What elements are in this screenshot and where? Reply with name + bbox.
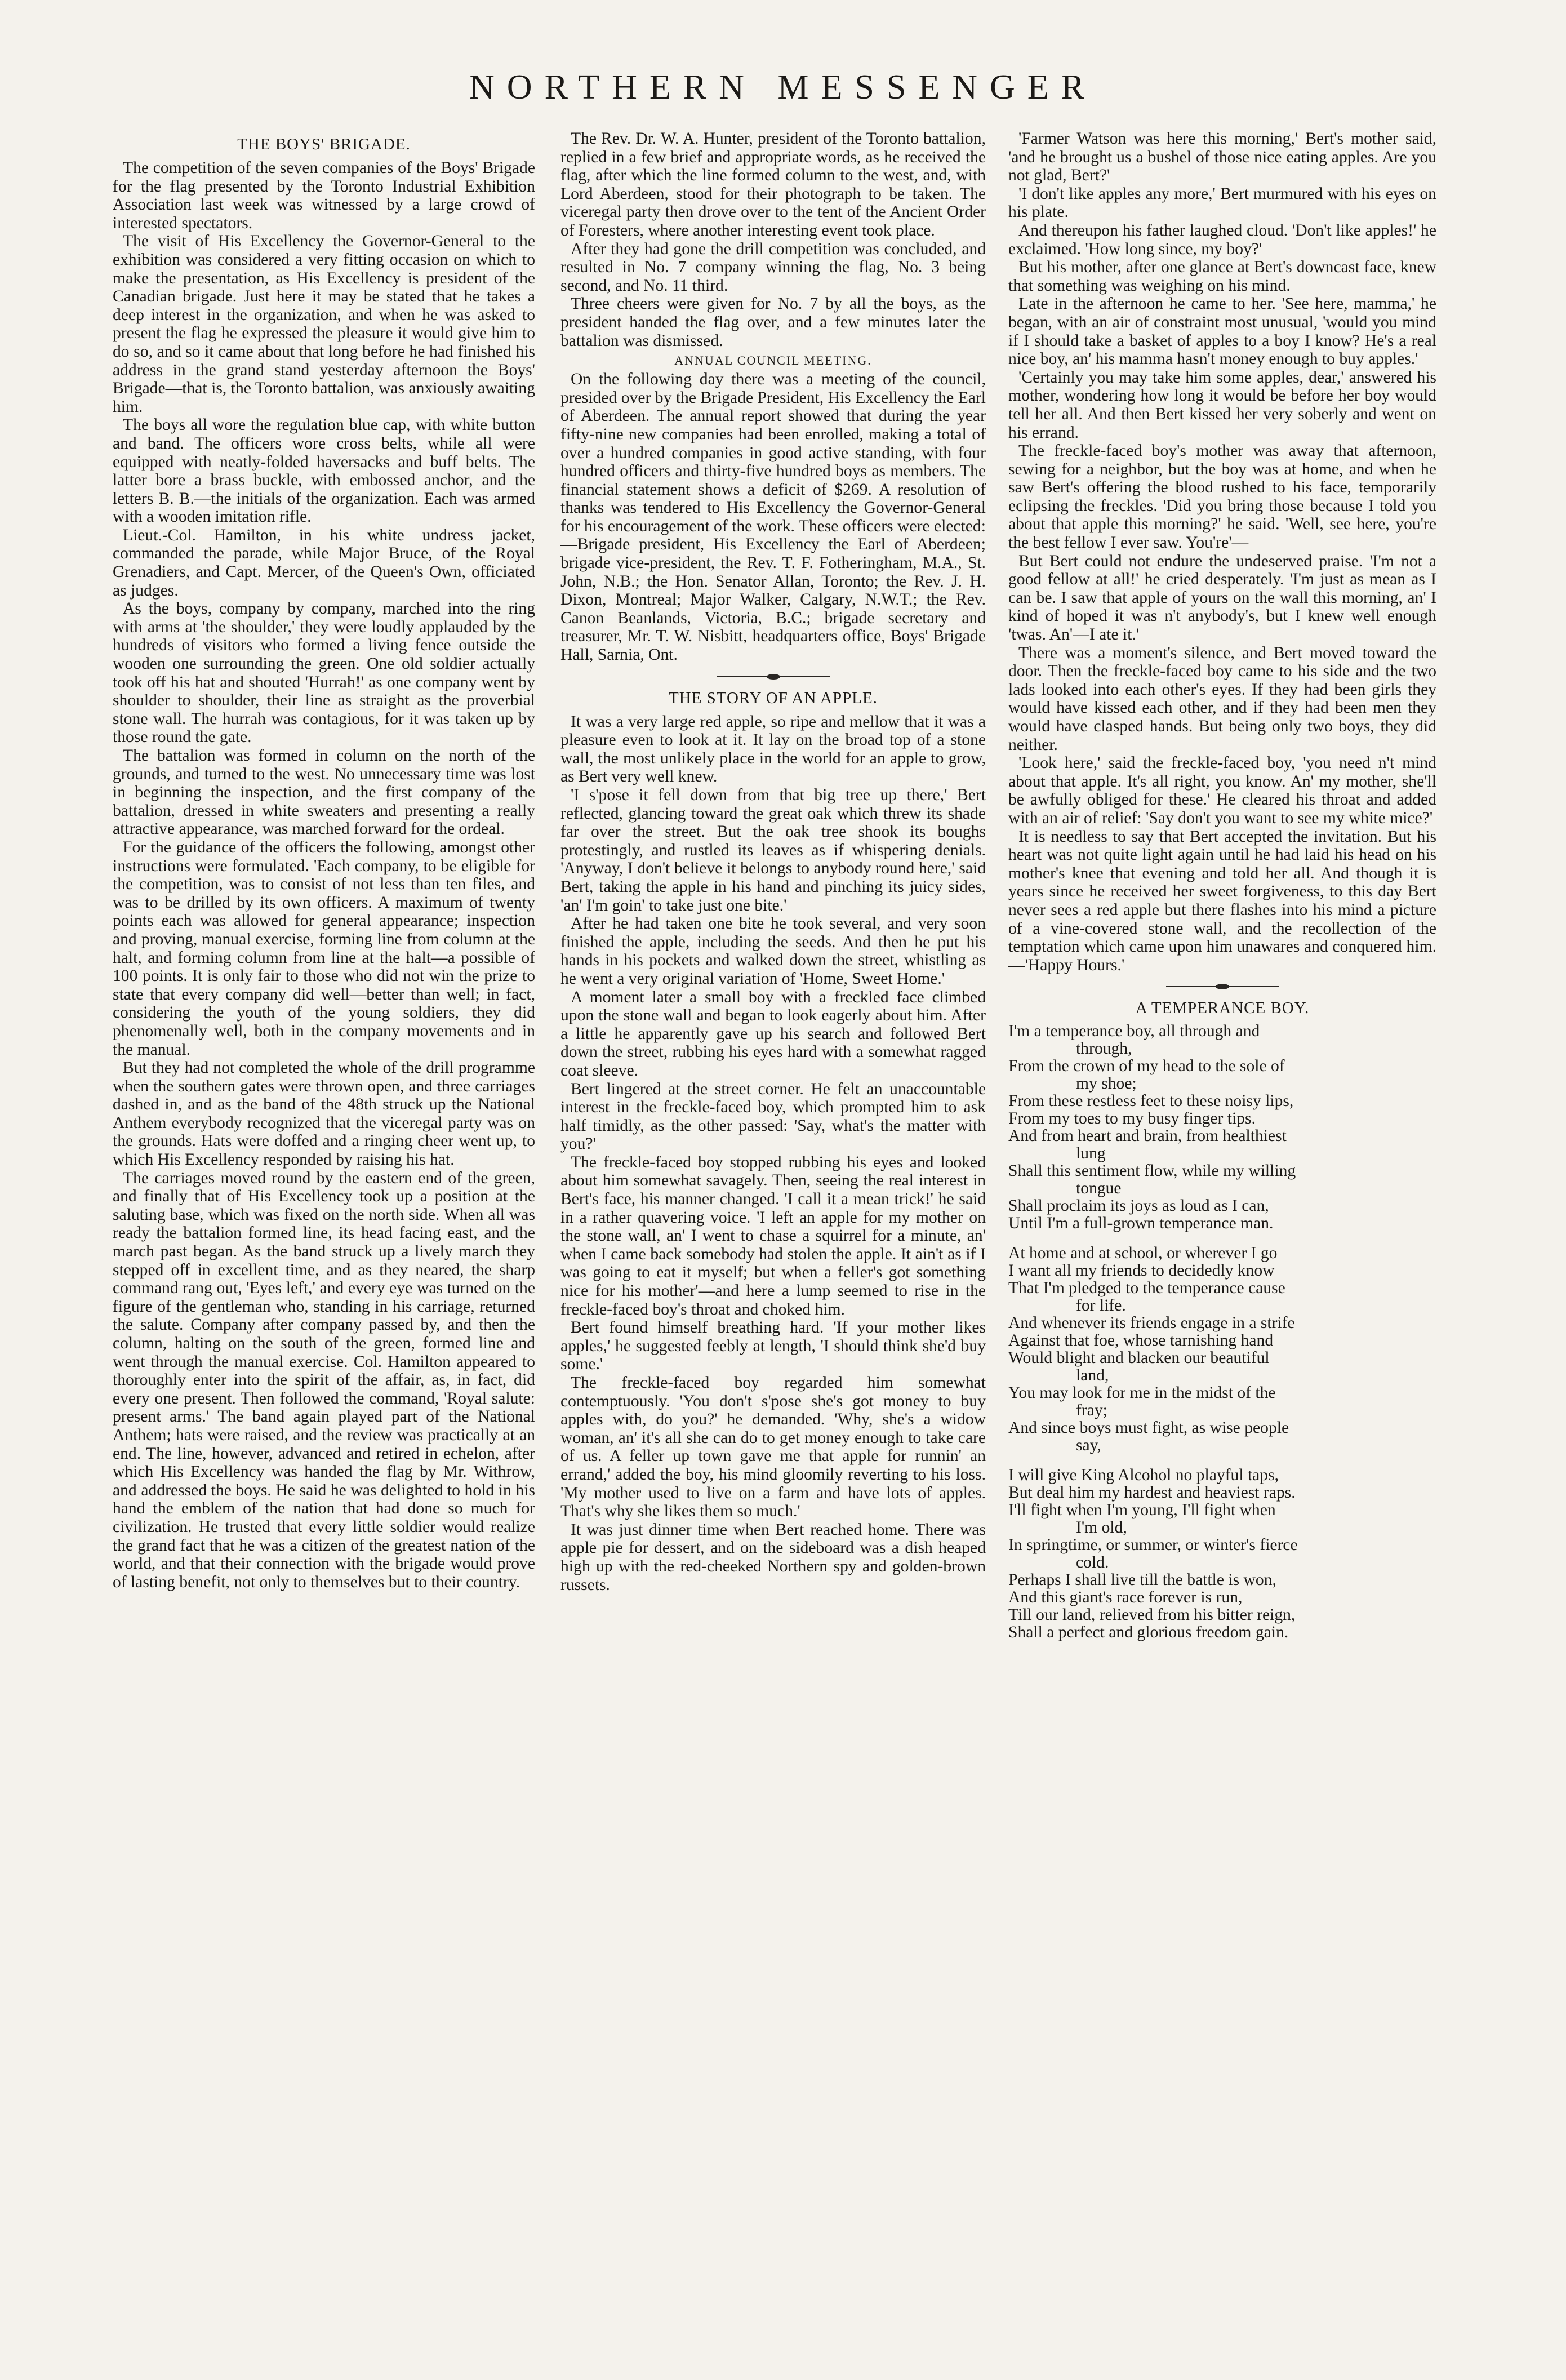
poem-line: Would blight and blacken our beautiful	[1008, 1349, 1270, 1367]
poem-line: lung	[1076, 1144, 1106, 1163]
poem-line: I'm a temperance boy, all through and	[1008, 1022, 1260, 1041]
article-paragraph: But they had not completed the whole of the drill programme when the southern gates were thrown open, and three carriages dashed in, and as the band of the 48th struck up the National Anthem everybody recognized that the viceregal party was on the grounds. Hats were doffed and a ringing cheer went up, to which His Excellency responded by raising his hat.	[113, 1059, 535, 1169]
article-paragraph: Lieut.-Col. Hamilton, in his white undress jacket, commanded the parade, while Major Bruce, of the Royal Grenadiers, and Capt. Mercer, of the Queen's Own, officiated as judges.	[113, 526, 535, 600]
article-paragraph: The visit of His Excellency the Governor-General to the exhibition was considered a very fitting occasion on which to make the presentation, as His Excellency is president of the Canadian brigade. Just here it may be stated that he takes a deep interest in the organization, and when he was asked to present the flag he expressed the pleasure it would give him to do so, and so it came about that long before he had finished his address in the grand stand yesterday afternoon the Boys' Brigade—that is, the Toronto battalion, was anxiously awaiting him.	[113, 232, 535, 416]
article-paragraph: The competition of the seven companies of the Boys' Brigade for the flag presented by the Toronto Industrial Exhibition Association last week was witnessed by a large crowd of interested spectators.	[113, 159, 535, 232]
section-divider	[1166, 983, 1279, 990]
story-of-apple-article-continued	[1008, 130, 1436, 974]
poem-line: From these restless feet to these noisy lips,	[1008, 1092, 1294, 1111]
temperance-boy-heading: A TEMPERANCE BOY.	[1135, 999, 1310, 1018]
poem-line: Till our land, relieved from his bitter reign,	[1008, 1606, 1296, 1624]
article-paragraph: The battalion was formed in column on the north of the grounds, and turned to the west. No unnecessary time was lost in beginning the inspection, and the first company of the battalion, dressed in white sweaters and presenting a really attractive appearance, was marched forward for the ordeal.	[113, 747, 535, 838]
boys-brigade-article-continued	[560, 130, 986, 350]
poem-line: my shoe;	[1076, 1074, 1137, 1093]
poem-line: I will give King Alcohol no playful taps,	[1008, 1466, 1279, 1485]
poem-line: Shall this sentiment flow, while my willing	[1008, 1162, 1296, 1180]
article-paragraph: The freckle-faced boy's mother was away that afternoon, sewing for a neighbor, but the boy was at home, and when he saw Bert's offering the blood rushed to his face, temporarily eclipsing the freckles. 'Did you bring those because I told you about that apple this morning?' he said. 'Well, see here, you're the best fellow I ever saw. You're'—	[1008, 442, 1436, 552]
poem-line: Against that foe, whose tarnishing hand	[1008, 1331, 1274, 1350]
poem-line: I'll fight when I'm young, I'll fight when	[1008, 1501, 1276, 1520]
poem-line: And since boys must fight, as wise people	[1008, 1419, 1289, 1437]
newspaper-page	[113, 130, 1436, 2361]
article-paragraph: 'Farmer Watson was here this morning,' Bert's mother said, 'and he brought us a bushel of those nice eating apples. Are you not glad, Bert?'	[1008, 130, 1436, 185]
article-paragraph: And thereupon his father laughed cloud. 'Don't like apples!' he exclaimed. 'How long since, my boy?'	[1008, 221, 1436, 258]
poem-line: At home and at school, or wherever I go	[1008, 1244, 1278, 1263]
column-2	[560, 130, 986, 2361]
poem-line: land,	[1076, 1366, 1109, 1385]
article-paragraph: After he had taken one bite he took several, and very soon finished the apple, including the seeds. And then he put his hands in his pockets and walked down the street, whistling as he went a very original variation of 'Home, Sweet Home.'	[560, 914, 986, 988]
article-paragraph: After they had gone the drill competition was concluded, and resulted in No. 7 company winning the flag, No. 3 being second, and No. 11 third.	[560, 239, 986, 295]
poem-line: From my toes to my busy finger tips.	[1008, 1109, 1256, 1128]
article-paragraph: The Rev. Dr. W. A. Hunter, president of the Toronto battalion, replied in a few brief and appropriate words, as he received the flag, after which the line formed column to the west, and, with Lord Aberdeen, stood for their photograph to be taken. The viceregal party then drove over to the tent of the Ancient Order of Foresters, where another interesting event took place.	[560, 130, 986, 239]
article-paragraph: On the following day there was a meeting of the council, presided over by the Brigade President, His Excellency the Earl of Aberdeen. The annual report showed that during the year fifty-nine new companies had been enrolled, making a total of over a hundred companies in good active standing, with four hundred officers and thirty-five hundred boys as members. The financial statement shows a deficit of $269. A resolution of thanks was tendered to His Excellency the Governor-General for his encouragement of the work. These officers were elected:—Brigade president, His Excellency the Earl of Aberdeen; brigade vice-president, the Rev. T. F. Fotheringham, M.A., St. John, N.B.; the Hon. Senator Allan, Toronto; the Rev. J. H. Dixon, Montreal; Major Walker, Calgary, N.W.T.; the Rev. Canon Beanlands, Victoria, B.C.; brigade secretary and treasurer, Mr. T. W. Nisbitt, headquarters office, Boys' Brigade Hall, Sarnia, Ont.	[560, 370, 986, 664]
poem-line: fray;	[1076, 1401, 1107, 1420]
poem-stanza	[1008, 1023, 1436, 1232]
poem-line: And this giant's race forever is run,	[1008, 1588, 1243, 1607]
poem-line: Shall proclaim its joys as loud as I can,	[1008, 1197, 1269, 1215]
poem-stanza	[1008, 1245, 1436, 1454]
poem-stanza	[1008, 1467, 1436, 1641]
poem-line: And whenever its friends engage in a strife	[1008, 1314, 1295, 1333]
article-paragraph: For the guidance of the officers the following, amongst other instructions were formulated. 'Each company, to be eligible for the competition, was to consist of not less than ten files, and was to be drilled by its own officers. A maximum of twenty points each was allowed for general appearance; inspection and proving, manual exercise, forming line from column at the halt, and forming column from line at the halt—a possible of 100 points. It is only fair to those who did not win the prize to state that every company did well—better than well; in fact, considering the youth of the young soldiers, they did phenomenally well, both in the company movements and in the manual.	[113, 838, 535, 1059]
poem-line: You may look for me in the midst of the	[1008, 1384, 1276, 1402]
poem-line: I'm old,	[1076, 1518, 1127, 1537]
poem-line: tongue	[1076, 1179, 1122, 1198]
boys-brigade-article	[113, 159, 535, 1591]
story-of-apple-article	[560, 713, 986, 1595]
article-paragraph: 'I don't like apples any more,' Bert murmured with his eyes on his plate.	[1008, 184, 1436, 221]
poem-line: And from heart and brain, from healthiest	[1008, 1127, 1287, 1145]
poem-line: In springtime, or summer, or winter's fierce	[1008, 1536, 1298, 1555]
article-paragraph: But Bert could not endure the undeserved praise. 'I'm not a good fellow at all!' he cried desperately. 'I'm just as mean as I can be. I saw that apple of yours on the wall this morning, an' I kind of hoped it was n't anybody's, but I knew well enough 'twas. An'—I ate it.'	[1008, 552, 1436, 644]
annual-council-heading: ANNUAL COUNCIL MEETING.	[674, 353, 872, 368]
article-paragraph: Late in the afternoon he came to her. 'See here, mamma,' he began, with an air of constraint most unusual, 'would you mind if I should take a basket of apples to a boy I know? He's a real nice boy, an' his mamma hasn't money enough to buy apples.'	[1008, 295, 1436, 368]
article-paragraph: But his mother, after one glance at Bert's downcast face, knew that something was weighing on his mind.	[1008, 258, 1436, 295]
article-paragraph: Bert found himself breathing hard. 'If your mother likes apples,' he suggested feebly at length, 'I should think she'd buy some.'	[560, 1318, 986, 1374]
article-paragraph: Three cheers were given for No. 7 by all the boys, as the president handed the flag over, and a few minutes later the battalion was dismissed.	[560, 295, 986, 350]
poem-line: through,	[1076, 1040, 1132, 1058]
poem-line: From the crown of my head to the sole of	[1008, 1057, 1285, 1076]
column-1	[113, 130, 535, 2361]
article-paragraph: The freckle-faced boy regarded him somewhat contemptuously. 'You don't s'pose she's got money to buy apples with, do you?' he demanded. 'Why, she's a widow woman, an' it's all she can do to get money enough to take care of us. A feller up town gave me that apple for runnin' an errand,' added the boy, his mind gloomily reverting to his loss. 'My mother used to live on a farm and have lots of apples. That's why she likes them so much.'	[560, 1374, 986, 1521]
column-3	[1008, 130, 1436, 2361]
article-paragraph: It was just dinner time when Bert reached home. There was apple pie for dessert, and on the sideboard was a dish heaped high up with the red-cheeked Northern spy and golden-brown russets.	[560, 1520, 986, 1594]
article-paragraph: 'Certainly you may take him some apples, dear,' answered his mother, wondering how long it would be before her boy would tell her all. And then Bert kissed her very soberly and went on his errand.	[1008, 368, 1436, 442]
article-paragraph: 'I s'pose it fell down from that big tree up there,' Bert reflected, glancing toward the great oak which threw its shade far over the street. But the oak tree shook its boughs protestingly, and rustled its leaves as if whispering denials. 'Anyway, I don't believe it belongs to anybody round here,' said Bert, taking the apple in his hand and pinching its juicy sides, 'an' I'm goin' to take just one bite.'	[560, 786, 986, 914]
article-paragraph: Bert lingered at the street corner. He felt an unaccountable interest in the freckle-faced boy, which prompted him to ask half timidly, as the other passed: 'Say, what's the matter with you?'	[560, 1080, 986, 1153]
article-paragraph: The freckle-faced boy stopped rubbing his eyes and looked about him somewhat savagely. Then, seeing the real interest in Bert's face, his manner changed. 'I call it a mean trick!' he said in a rather quavering voice. 'I left an apple for my mother on the stone wall, an' I went to chase a squirrel for a minute, an' when I came back somebody had stolen the apple. It ain't as if I was going to eat it myself; but when a feller's got something nice for his mother'—and here a lump seemed to rise in the freckle-faced boy's throat and choked him.	[560, 1153, 986, 1318]
temperance-boy-poem	[1008, 1023, 1436, 1641]
article-paragraph: There was a moment's silence, and Bert moved toward the door. Then the freckle-faced boy came to his side and the two lads looked into each other's eyes. If they had been girls they would have kissed each other, and if they had been men they would have clasped hands. But being only two boys, they did neither.	[1008, 643, 1436, 754]
article-paragraph: As the boys, company by company, marched into the ring with arms at 'the shoulder,' they were loudly applauded by the hundreds of visitors who formed a living fence outside the wooden one surrounding the green. One old soldier actually took off his hat and shouted 'Hurrah!' as one company went by shoulder to shoulder, their line as straight as the proverbial stone wall. The hurrah was contagious, for it was taken up by those round the gate.	[113, 600, 535, 747]
article-paragraph: The boys all wore the regulation blue cap, with white button and band. The officers wore cross belts, while all were equipped with neatly-folded haversacks and buff belts. The latter bore a brass buckle, with embossed anchor, and the letters B. B.—the initials of the organization. Each was armed with a wooden imitation rifle.	[113, 416, 535, 526]
masthead-title: NORTHERN MESSENGER	[469, 68, 1097, 106]
article-paragraph: 'Look here,' said the freckle-faced boy, 'you need n't mind about that apple. It's all right, you know. An' my mother, she'll be awfully obliged for these.' He cleared his throat and added with an air of relief: 'Say don't you want to see my white mice?'	[1008, 754, 1436, 827]
story-of-apple-heading: THE STORY OF AN APPLE.	[669, 689, 878, 707]
poem-line: say,	[1076, 1436, 1101, 1455]
poem-line: cold.	[1076, 1553, 1109, 1572]
section-divider	[717, 673, 830, 680]
article-paragraph: It is needless to say that Bert accepted the invitation. But his heart was not quite light again until he had laid his head on his mother's knee that evening and told her all. And though it is years since he received her sweet forgiveness, to this day Bert never sees a red apple but there flashes into his mind a picture of a vine-covered stone wall, and the recollection of the temptation which came upon him unawares and conquered him.—'Happy Hours.'	[1008, 827, 1436, 974]
annual-council-article	[560, 370, 986, 664]
poem-line: But deal him my hardest and heaviest raps.	[1008, 1484, 1296, 1502]
poem-line: Perhaps I shall live till the battle is won,	[1008, 1571, 1276, 1589]
poem-line: I want all my friends to decidedly know	[1008, 1262, 1275, 1280]
article-paragraph: It was a very large red apple, so ripe and mellow that it was a pleasure even to look at it. It lay on the broad top of a stone wall, the most unlikely place in the world for an apple to grow, as Bert very well knew.	[560, 712, 986, 786]
article-paragraph: The carriages moved round by the eastern end of the green, and finally that of His Excellency took up a position at the saluting base, which was fixed on the north side. When all was ready the battalion formed line, its head facing east, and the march past began. As the band struck up a lively march they stepped off in excellent time, and as they neared, the sharp command rang out, 'Eyes left,' and every eye was turned on the figure of the gentleman who, standing in his carriage, returned the salute. Company after company passed by, and then the column, halting on the south of the green, formed line and went through the manual exercise. Col. Hamilton appeared to thoroughly enter into the spirit of the affair, as, in fact, did every one present. Then followed the command, 'Royal salute: present arms.' The band again played part of the National Anthem; hats were raised, and the review was practically at an end. The line, however, advanced and retired in echelon, after which His Excellency was handed the flag by Mr. Withrow, and addressed the boys. He said he was delighted to hold in his hand the emblem of the nation that had done so much for civilization. He trusted that every little soldier would realize the grand fact that he was a citizen of the greatest nation of the world, and that their connection with the brigade would prove of lasting benefit, not only to themselves but to their country.	[113, 1169, 535, 1591]
article-paragraph: A moment later a small boy with a freckled face climbed upon the stone wall and began to look eagerly about him. After a little he apparently gave up his search and followed Bert down the street, rubbing his eyes hard with a somewhat ragged coat sleeve.	[560, 988, 986, 1080]
poem-line: That I'm pledged to the temperance cause	[1008, 1279, 1285, 1298]
boys-brigade-heading: THE BOYS' BRIGADE.	[237, 135, 411, 153]
poem-line: Shall a perfect and glorious freedom gain.	[1008, 1623, 1289, 1642]
poem-line: for life.	[1076, 1296, 1126, 1315]
poem-line: Until I'm a full-grown temperance man.	[1008, 1214, 1274, 1233]
